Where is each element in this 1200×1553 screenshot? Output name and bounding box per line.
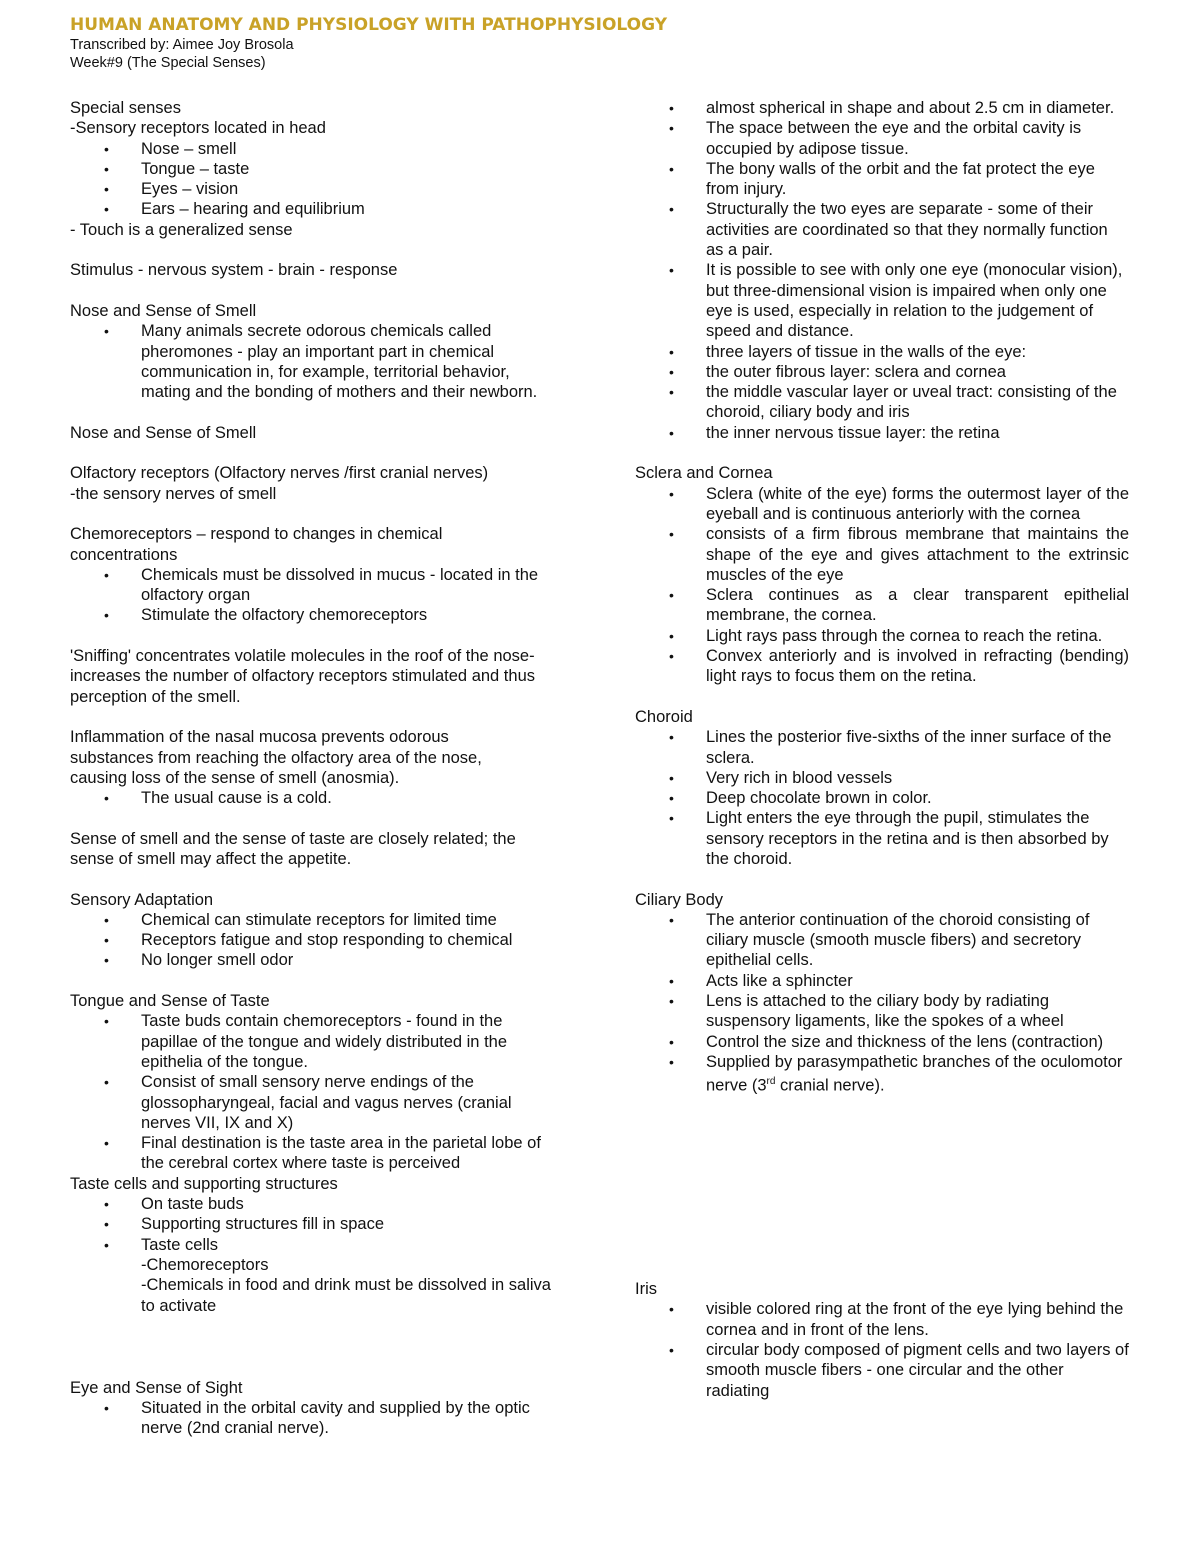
list-item: • the middle vascular layer or uveal tract: consisting of the choroid, ciliary body and iris — [635, 382, 1129, 423]
list-item: • Eyes – vision — [70, 179, 560, 199]
right-column — [635, 98, 1129, 1401]
list-item: • Structurally the two eyes are separate - some of their activities are coordinated so that they normally function as a pair. — [635, 199, 1129, 260]
bullet-list — [635, 727, 1129, 869]
section-heading: Sensory Adaptation — [70, 890, 214, 909]
bullet-list — [70, 139, 560, 220]
document-header — [70, 14, 667, 72]
week-line: Week#9 (The Special Senses) — [70, 55, 266, 71]
list-item: • Lines the posterior five-sixths of the inner surface of the sclera. — [635, 727, 1129, 768]
bullet-list — [70, 565, 560, 626]
list-item: • It is possible to see with only one eye (monocular vision), but three-dimensional vision is impaired when only one eye is used, especially in relation to the judgement of speed and distance. — [635, 260, 1129, 341]
list-item: • On taste buds — [70, 1194, 560, 1214]
section-heading: Nose and Sense of Smell — [70, 423, 257, 442]
section-heading: Special senses — [70, 99, 181, 117]
list-item: • Taste buds contain chemoreceptors - found in the papillae of the tongue and widely distributed in the epithelia of the tongue. — [70, 1011, 560, 1072]
bullet-list — [635, 98, 1129, 443]
list-item: • Consist of small sensory nerve endings of the glossopharyngeal, facial and vagus nerves (cranial nerves VII, IX and X) — [70, 1072, 560, 1133]
list-item: • Acts like a sphincter — [635, 971, 1129, 991]
list-item: • Chemical can stimulate receptors for limited time — [70, 910, 560, 930]
list-item: • No longer smell odor — [70, 950, 560, 970]
section-heading: Eye and Sense of Sight — [70, 1378, 243, 1397]
list-item: • Ears – hearing and equilibrium — [70, 199, 560, 219]
list-item: • Final destination is the taste area in the parietal lobe of the cerebral cortex where taste is perceived — [70, 1133, 560, 1174]
list-item: • Supplied by parasympathetic branches of the oculomotor nerve (3rd cranial nerve). — [635, 1052, 1129, 1096]
list-item: • the inner nervous tissue layer: the retina — [635, 423, 1129, 443]
list-item: • circular body composed of pigment cells and two layers of smooth muscle fibers - one circular and the other radiating — [635, 1340, 1129, 1401]
section-heading: Nose and Sense of Smell — [70, 301, 257, 320]
paragraph: -the sensory nerves of smell — [70, 484, 277, 503]
list-item: • visible colored ring at the front of the eye lying behind the cornea and in front of the lens. — [635, 1299, 1129, 1340]
paragraph: - Touch is a generalized sense — [70, 220, 293, 239]
bullet-list — [70, 910, 560, 971]
bullet-list — [70, 1011, 560, 1173]
list-item: • Chemicals must be dissolved in mucus - located in the olfactory organ — [70, 565, 560, 606]
section-heading: Chemoreceptors – respond to changes in chemical concentrations — [70, 525, 443, 564]
section-heading: Ciliary Body — [635, 890, 724, 909]
list-item: • Receptors fatigue and stop responding to chemical — [70, 930, 560, 950]
transcriber-line: Transcribed by: Aimee Joy Brosola — [70, 37, 294, 53]
list-item: • Nose – smell — [70, 139, 560, 159]
list-item: • The bony walls of the orbit and the fat protect the eye from injury. — [635, 159, 1129, 200]
list-item: • Supporting structures fill in space — [70, 1214, 560, 1234]
list-item: • Convex anteriorly and is involved in refracting (bending) light rays to focus them on the retina. — [635, 646, 1129, 687]
section-heading: Choroid — [635, 707, 693, 726]
section-heading: Tongue and Sense of Taste — [70, 992, 270, 1011]
list-item: • Control the size and thickness of the lens (contraction) — [635, 1032, 1129, 1052]
bullet-list — [70, 1398, 560, 1439]
bullet-list — [635, 484, 1129, 687]
section-heading: Iris — [635, 1280, 657, 1299]
bullet-list — [70, 1194, 560, 1316]
paragraph: Sense of smell and the sense of taste are closely related; the sense of smell may affect the appetite. — [70, 829, 516, 868]
sub-item: -Chemoreceptors — [141, 1255, 269, 1274]
list-item: • Light rays pass through the cornea to reach the retina. — [635, 626, 1129, 646]
list-item: • almost spherical in shape and about 2.5 cm in diameter. — [635, 98, 1129, 118]
paragraph: -Sensory receptors located in head — [70, 119, 326, 138]
list-item: • three layers of tissue in the walls of the eye: — [635, 342, 1129, 362]
list-item: • Lens is attached to the ciliary body by radiating suspensory ligaments, like the spokes of a wheel — [635, 991, 1129, 1032]
list-item: • The space between the eye and the orbital cavity is occupied by adipose tissue. — [635, 118, 1129, 159]
section-heading: Sclera and Cornea — [635, 464, 773, 483]
list-item: • Very rich in blood vessels — [635, 768, 1129, 788]
list-item: • Sclera continues as a clear transparent epithelial membrane, the cornea. — [635, 585, 1129, 626]
bullet-list — [70, 788, 560, 808]
list-item: • Deep chocolate brown in color. — [635, 788, 1129, 808]
list-item: • Tongue – taste — [70, 159, 560, 179]
list-item — [70, 1235, 560, 1316]
bullet-list — [635, 1052, 1129, 1096]
paragraph: Stimulus - nervous system - brain - response — [70, 261, 398, 280]
list-item: • Sclera (white of the eye) forms the outermost layer of the eyeball and is continuous anteriorly with the cornea — [635, 484, 1129, 525]
paragraph: Olfactory receptors (Olfactory nerves /first cranial nerves) — [70, 464, 489, 483]
bullet-list — [635, 1299, 1129, 1400]
list-item: • The usual cause is a cold. — [70, 788, 560, 808]
left-column — [70, 98, 560, 1439]
document-title: HUMAN ANATOMY AND PHYSIOLOGY WITH PATHOPHYSIOLOGY — [70, 15, 668, 35]
list-item: • Light enters the eye through the pupil, stimulates the sensory receptors in the retina and is then absorbed by the choroid. — [635, 808, 1129, 869]
list-item: • Stimulate the olfactory chemoreceptors — [70, 605, 560, 625]
list-item: • the outer fibrous layer: sclera and cornea — [635, 362, 1129, 382]
list-item: • Many animals secrete odorous chemicals called pheromones - play an important part in chemical communication in, for example, territorial behavior, mating and the bonding of mothers and their newborn. — [70, 321, 560, 402]
paragraph: Inflammation of the nasal mucosa prevents odorous substances from reaching the olfactory area of the nose, causing loss of the sense of smell (anosmia). — [70, 728, 482, 787]
list-item: • Situated in the orbital cavity and supplied by the optic nerve (2nd cranial nerve). — [70, 1398, 560, 1439]
list-item: • The anterior continuation of the choroid consisting of ciliary muscle (smooth muscle fibers) and secretory epithelial cells. — [635, 910, 1129, 971]
bullet-list — [635, 910, 1129, 1052]
list-item: • consists of a firm fibrous membrane that maintains the shape of the eye and gives attachment to the extrinsic muscles of the eye — [635, 524, 1129, 585]
section-heading: Taste cells and supporting structures — [70, 1174, 338, 1193]
sub-item: -Chemicals in food and drink must be dissolved in saliva to activate — [141, 1276, 551, 1315]
list-item-text: • Taste cells — [141, 1235, 219, 1254]
paragraph: 'Sniffing' concentrates volatile molecules in the roof of the nose- increases the number of olfactory receptors stimulated and thus perception of the smell. — [70, 647, 535, 706]
bullet-list — [70, 321, 560, 402]
